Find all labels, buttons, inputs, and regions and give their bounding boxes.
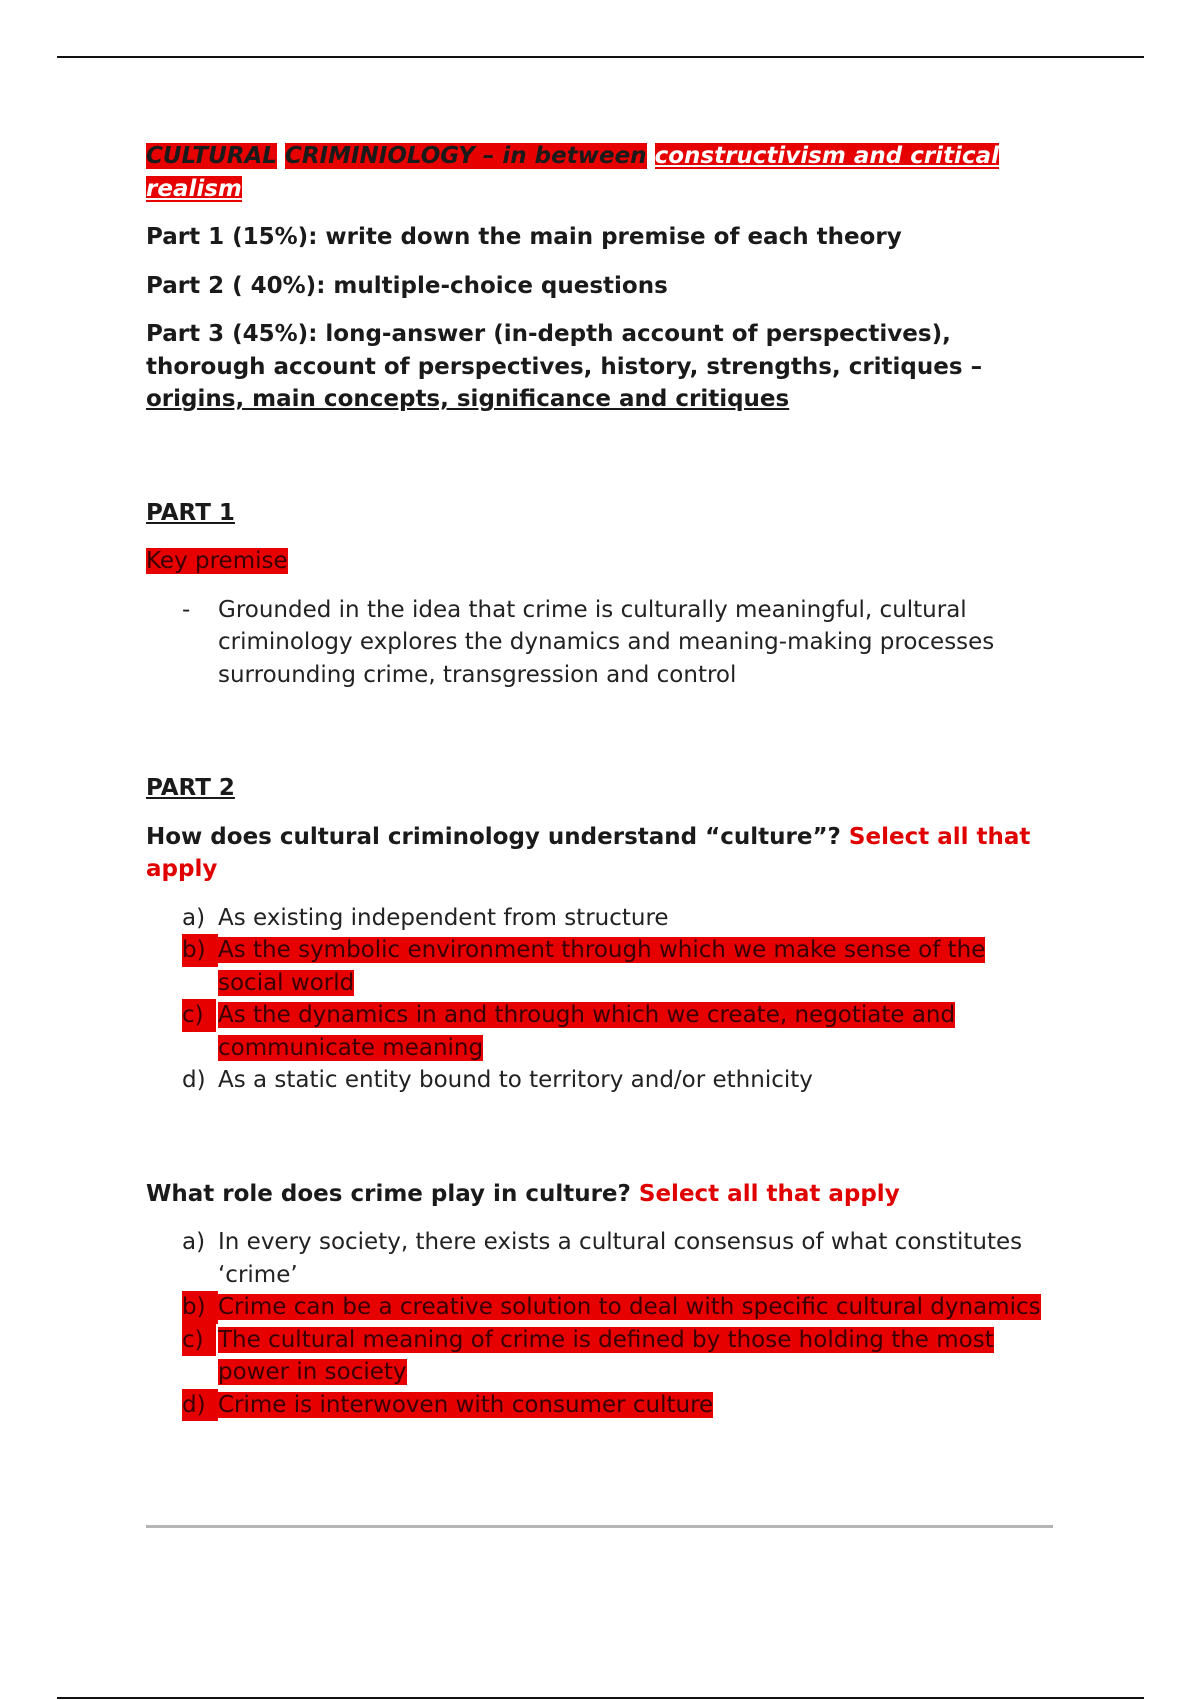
part-1-heading: PART 1 [146,499,235,526]
document-title [146,140,1051,205]
part-2-heading: PART 2 [146,775,235,801]
page-bottom-rule [57,1697,1144,1699]
question-1-text: How does cultural criminology understand “culture”? [146,823,841,850]
dash-bullet-icon: - [182,596,191,623]
title-part-2: CRIMINIOLOGY – in between [284,143,647,169]
question-1-instruction: Select all that apply [146,823,1031,882]
title-part-4: realism [146,175,242,202]
option-item[interactable]: a) As existing independent from structure [182,904,669,931]
option-item-selected[interactable]: d) Crime is interwoven with consumer culture [146,1389,1051,1422]
exam-part-2: Part 2 ( 40%): multiple-choice questions [146,272,668,299]
exam-part-3 [146,318,1051,416]
question-2-options [146,1226,1051,1421]
title-part-3: constructivism and critical [654,143,999,169]
question-2-instruction: Select all that apply [638,1180,900,1207]
question-1 [146,821,1051,886]
key-premise-text: Grounded in the idea that crime is culturally meaningful, cultural criminology explores the dynamics and meaning-making processes surrounding crime, transgression and control [218,596,995,688]
title-part-1: CULTURAL [146,143,277,169]
key-premise-list [146,594,1051,692]
option-item[interactable]: a) In every society, there exists a cultural consensus of what constitutes ‘crime’ [182,1229,1023,1288]
key-premise-label [146,545,1051,578]
page-top-rule [57,56,1144,58]
option-item-selected[interactable]: b) Crime can be a creative solution to deal with specific cultural dynamics [146,1291,1051,1324]
exam-part-1: Part 1 (15%): write down the main premise of each theory [146,224,902,250]
exam-part-3-underlined: origins, main concepts, significance and critiques [146,386,790,412]
footer-divider [146,1525,1053,1528]
option-item-selected[interactable]: c) As the dynamics in and through which we create, negotiate and communicate meaning [146,999,1051,1064]
option-item-selected[interactable]: c) The cultural meaning of crime is defined by those holding the most power in society [146,1324,1051,1389]
question-2 [146,1178,1051,1211]
option-item[interactable]: d) As a static entity bound to territory and/or ethnicity [182,1067,813,1093]
option-item-selected[interactable]: b) As the symbolic environment through which we make sense of the social world [146,934,1051,999]
question-2-text: What role does crime play in culture? [146,1180,631,1207]
question-1-options [146,902,1051,1097]
exam-part-3-text: Part 3 (45%): long-answer (in-depth account of perspectives), thorough account of perspectives, history, strengths, critiques – [146,321,983,380]
list-item [146,594,1051,692]
key-premise-highlight: Key premise [146,548,288,574]
document-page [146,140,1051,1421]
